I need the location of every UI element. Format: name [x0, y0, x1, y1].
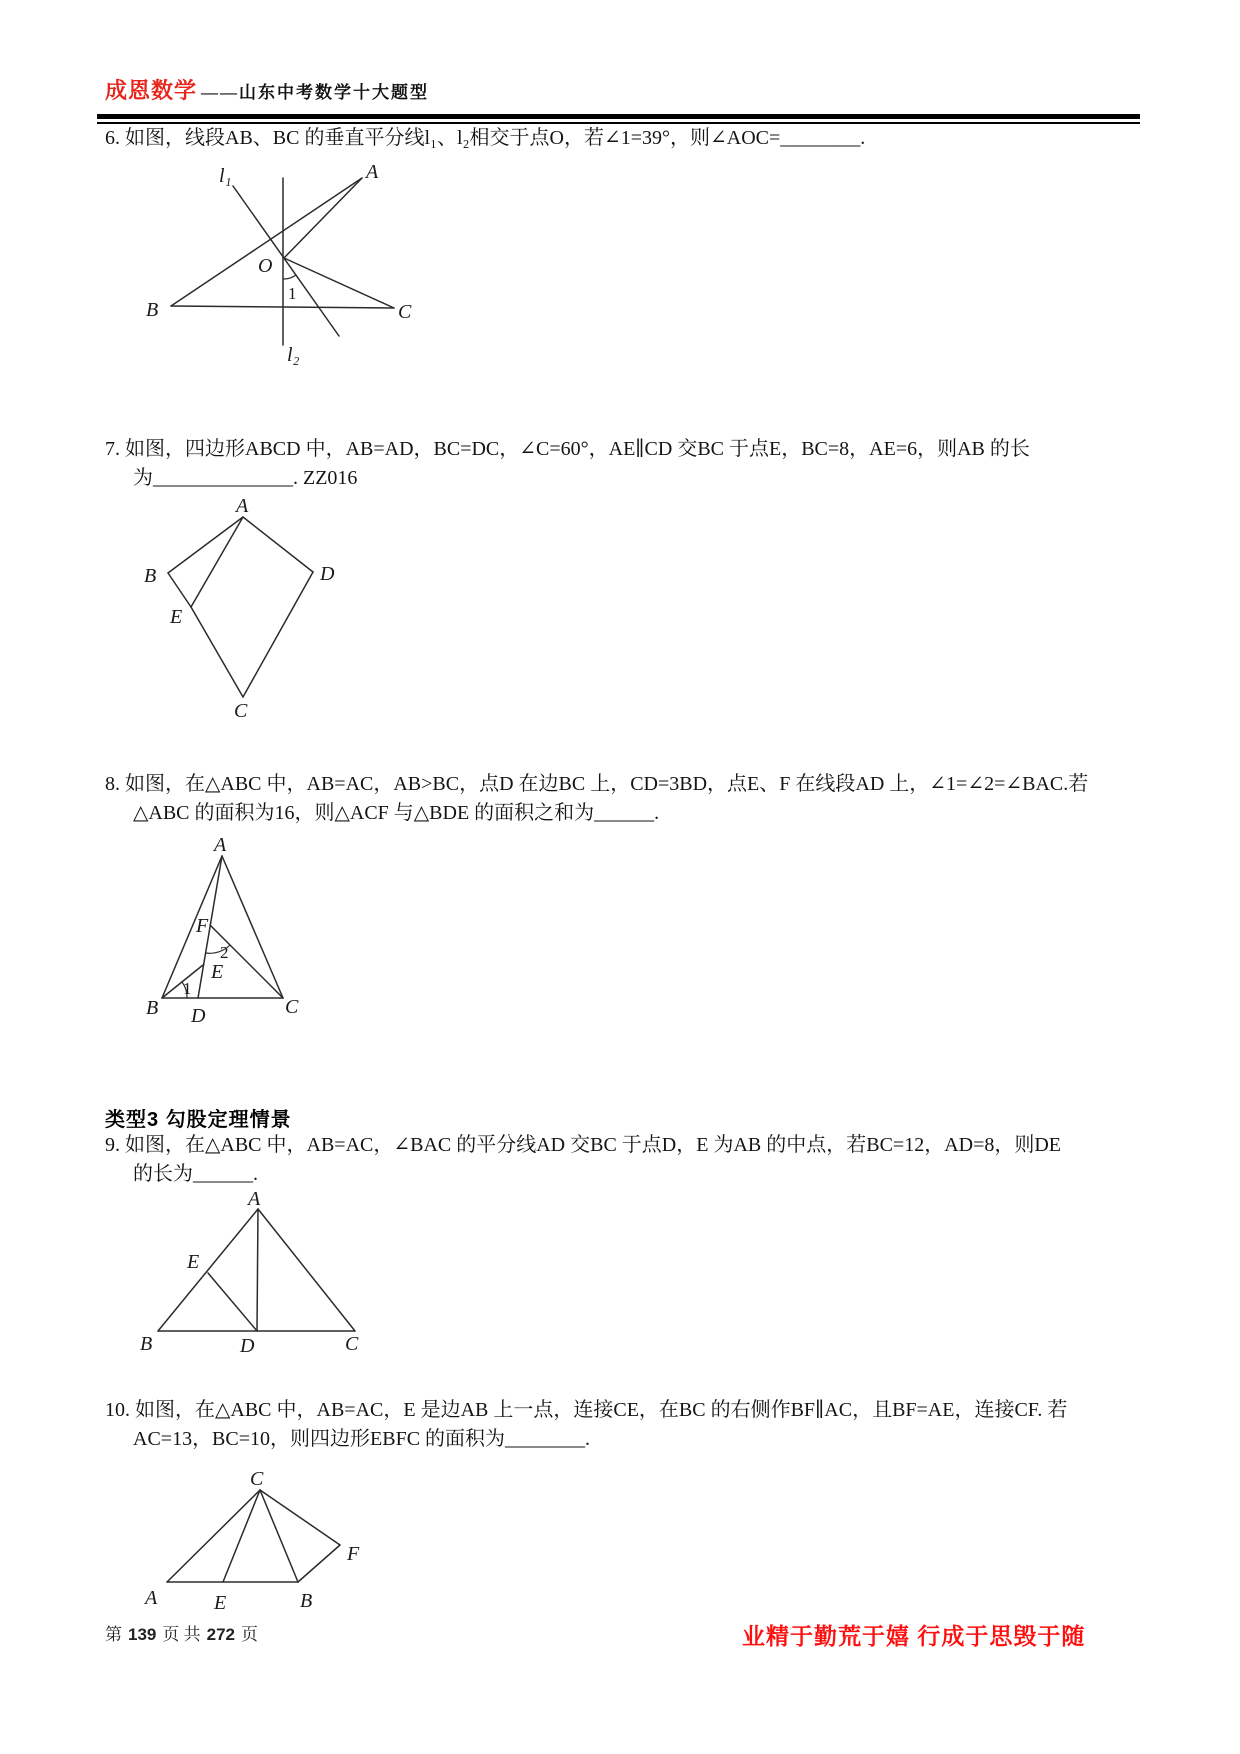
- fig8-label-A: A: [214, 834, 227, 856]
- fig6-label-O: O: [258, 255, 273, 277]
- fig7-label-A: A: [236, 495, 249, 517]
- fig7-label-B: B: [144, 565, 157, 587]
- problem-9-text-line1: 9. 如图，在△ABC 中，AB=AC，∠BAC 的平分线AD 交BC 于点D，E 为AB 的中点，若BC=12，AD=8，则DE: [105, 1134, 1062, 1156]
- problem-10-text-line2: AC=13，BC=10，则四边形EBFC 的面积为________.: [133, 1428, 591, 1450]
- fig8-label-B: B: [146, 997, 159, 1019]
- figure-problem-7: [138, 494, 353, 726]
- fig8-label-D: D: [191, 1005, 206, 1027]
- problem-7-text-line2: 为______________. ZZ016: [133, 467, 358, 489]
- problem-10: [105, 1396, 1145, 1454]
- problem-8: [105, 770, 1145, 828]
- fig8-label-angle1: 1: [183, 979, 192, 998]
- fig9-label-B: B: [140, 1333, 153, 1355]
- section-heading: 类型3 勾股定理情景: [105, 1109, 292, 1131]
- problem-6: [105, 124, 1145, 153]
- fig6-label-l2: l₂: [287, 344, 300, 366]
- problem-8-text-line1: 8. 如图，在△ABC 中，AB=AC，AB>BC，点D 在边BC 上，CD=3BD，点E、F 在线段AD 上，∠1=∠2=∠BAC.若: [105, 773, 1089, 795]
- fig7-label-C: C: [234, 700, 248, 722]
- fig10-label-C: C: [250, 1468, 264, 1490]
- fig8-label-angle2: 2: [220, 943, 229, 962]
- fig10-label-B: B: [300, 1590, 313, 1612]
- page-label-prefix: 第: [105, 1625, 122, 1644]
- footer-motto: 业精于勤荒于嬉 行成于思毁于随: [742, 1623, 1086, 1649]
- fig9-label-A: A: [248, 1188, 261, 1210]
- fig7-label-E: E: [170, 606, 183, 628]
- fig6-lines: [171, 178, 394, 345]
- problem-7-text-line1: 7. 如图，四边形ABCD 中，AB=AD，BC=DC，∠C=60°，AE∥CD 交BC 于点E，BC=8，AE=6，则AB 的长: [105, 438, 1030, 460]
- current-page-number: 139: [128, 1625, 157, 1644]
- problem-9: [105, 1131, 1145, 1189]
- fig8-label-C: C: [285, 996, 299, 1018]
- figure-problem-10: [100, 1463, 370, 1618]
- figure-problem-8: [126, 833, 316, 1029]
- fig8-label-E: E: [211, 961, 224, 983]
- fig6-label-angle1: 1: [288, 284, 297, 303]
- fig6-label-l1: l₁: [219, 165, 232, 187]
- fig10-label-E: E: [214, 1592, 227, 1614]
- page-number-info: [105, 1620, 264, 1645]
- fig9-label-C: C: [345, 1333, 359, 1355]
- header-subtitle: ——山东中考数学十大题型: [201, 83, 430, 102]
- brand-logo-text: 成恩数学: [105, 78, 198, 103]
- page-header: [105, 74, 429, 105]
- fig7-lines: [168, 517, 313, 697]
- figure-problem-6: [125, 158, 420, 370]
- fig10-lines: [167, 1490, 340, 1582]
- page-label-middle: 页 共: [162, 1625, 201, 1644]
- fig6-label-C: C: [398, 301, 412, 323]
- problem-10-text-line1: 10. 如图，在△ABC 中，AB=AC，E 是边AB 上一点，连接CE，在BC 的右侧作BF∥AC，且BF=AE，连接CF. 若: [105, 1399, 1068, 1421]
- problem-7: [105, 435, 1145, 493]
- page-label-suffix: 页: [241, 1625, 258, 1644]
- fig6-label-B: B: [146, 299, 159, 321]
- fig8-label-F: F: [196, 915, 209, 937]
- fig6-label-A: A: [366, 161, 379, 183]
- figure-problem-9: [122, 1188, 370, 1356]
- header-divider: [97, 114, 1140, 124]
- fig10-label-A: A: [145, 1587, 158, 1609]
- fig7-label-D: D: [320, 563, 335, 585]
- fig9-label-E: E: [187, 1251, 200, 1273]
- fig10-label-F: F: [347, 1543, 360, 1565]
- fig9-label-D: D: [240, 1335, 255, 1357]
- total-page-number: 272: [206, 1625, 235, 1644]
- problem-9-text-line2: 的长为______.: [133, 1163, 258, 1185]
- problem-6-text: 6. 如图，线段AB、BC 的垂直平分线l₁、l₂相交于点O，若∠1=39°，则∠AOC=________.: [105, 127, 866, 149]
- problem-8-text-line2: △ABC 的面积为16，则△ACF 与△BDE 的面积之和为______.: [133, 802, 660, 824]
